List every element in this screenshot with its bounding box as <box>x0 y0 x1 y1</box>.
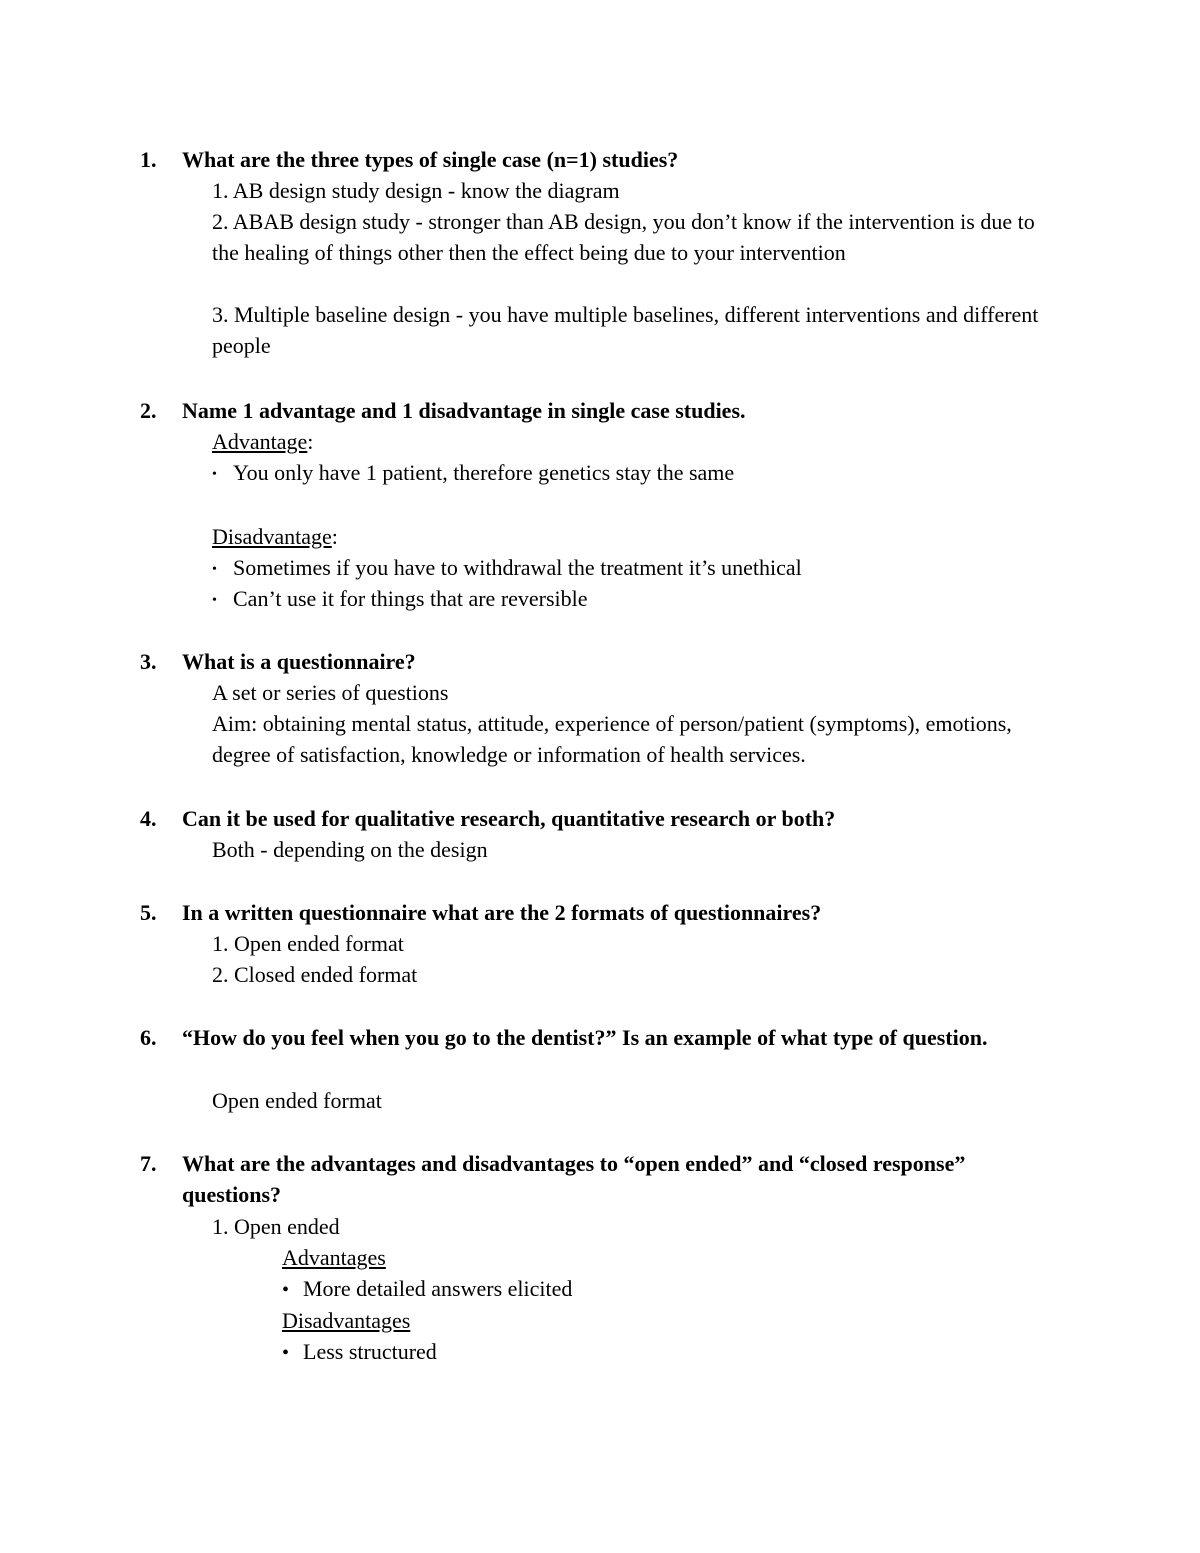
question-text: What are the three types of single case (n=1) studies? <box>182 147 679 172</box>
list-item-text: Less structured <box>303 1339 437 1364</box>
answer-line: 1. Open ended <box>212 1214 340 1239</box>
answer-line: 2. ABAB design study - stronger than AB design, you don’t know if the intervention is due to the healing of things other then the effect being due to your intervention <box>212 209 1035 265</box>
advantages-label: Advantages <box>282 1245 386 1270</box>
disadvantage-heading <box>212 521 338 552</box>
question-text: “How do you feel when you go to the dentist?” Is an example of what type of question. <box>182 1025 988 1050</box>
question-number: 2. <box>140 398 157 423</box>
bullet-icon: • <box>212 593 217 608</box>
list-item-text: Sometimes if you have to withdrawal the treatment it’s unethical <box>233 555 802 580</box>
question-number: 5. <box>140 900 157 925</box>
question-number: 1. <box>140 147 157 172</box>
colon: : <box>331 524 338 549</box>
bullet-icon: • <box>282 1342 290 1364</box>
disadvantages-heading <box>282 1305 410 1336</box>
question-text: Name 1 advantage and 1 disadvantage in single case studies. <box>182 398 746 423</box>
answer-line: Open ended format <box>212 1088 382 1113</box>
bullet-icon: • <box>282 1279 290 1301</box>
question-number: 6. <box>140 1025 157 1050</box>
list-item <box>212 583 588 616</box>
answer-line: 1. AB design study design - know the diagram <box>212 178 620 203</box>
list-item <box>282 1336 437 1369</box>
list-item <box>212 457 734 490</box>
answer-line: Both - depending on the design <box>212 837 488 862</box>
answer-line: A set or series of questions <box>212 680 449 705</box>
colon: : <box>307 429 314 454</box>
advantages-heading <box>282 1242 386 1273</box>
question-number: 7. <box>140 1151 157 1176</box>
list-item <box>212 552 802 585</box>
question-text: What is a questionnaire? <box>182 649 416 674</box>
answer-line: 2. Closed ended format <box>212 962 418 987</box>
question-text: What are the advantages and disadvantages to “open ended” and “closed response” questions? <box>182 1151 966 1207</box>
question-text: In a written questionnaire what are the 2 formats of questionnaires? <box>182 900 822 925</box>
answer-line: Aim: obtaining mental status, attitude, experience of person/patient (symptoms), emotions, degree of satisfaction, knowledge or information of health services. <box>212 711 1012 767</box>
bullet-icon: • <box>212 562 217 577</box>
list-item-text: Can’t use it for things that are reversible <box>233 586 588 611</box>
list-item <box>282 1273 572 1306</box>
question-number: 4. <box>140 806 157 831</box>
question-number: 3. <box>140 649 157 674</box>
disadvantage-label: Disadvantage <box>212 524 332 549</box>
disadvantages-label: Disadvantages <box>282 1308 411 1333</box>
answer-line: 1. Open ended format <box>212 931 404 956</box>
question-text: Can it be used for qualitative research, quantitative research or both? <box>182 806 836 831</box>
list-item-text: More detailed answers elicited <box>303 1276 573 1301</box>
advantage-heading <box>212 426 313 457</box>
advantage-label: Advantage <box>212 429 308 454</box>
answer-line: 3. Multiple baseline design - you have multiple baselines, different interventions and different people <box>212 302 1039 358</box>
bullet-icon: • <box>212 467 217 482</box>
list-item-text: You only have 1 patient, therefore genetics stay the same <box>233 460 735 485</box>
